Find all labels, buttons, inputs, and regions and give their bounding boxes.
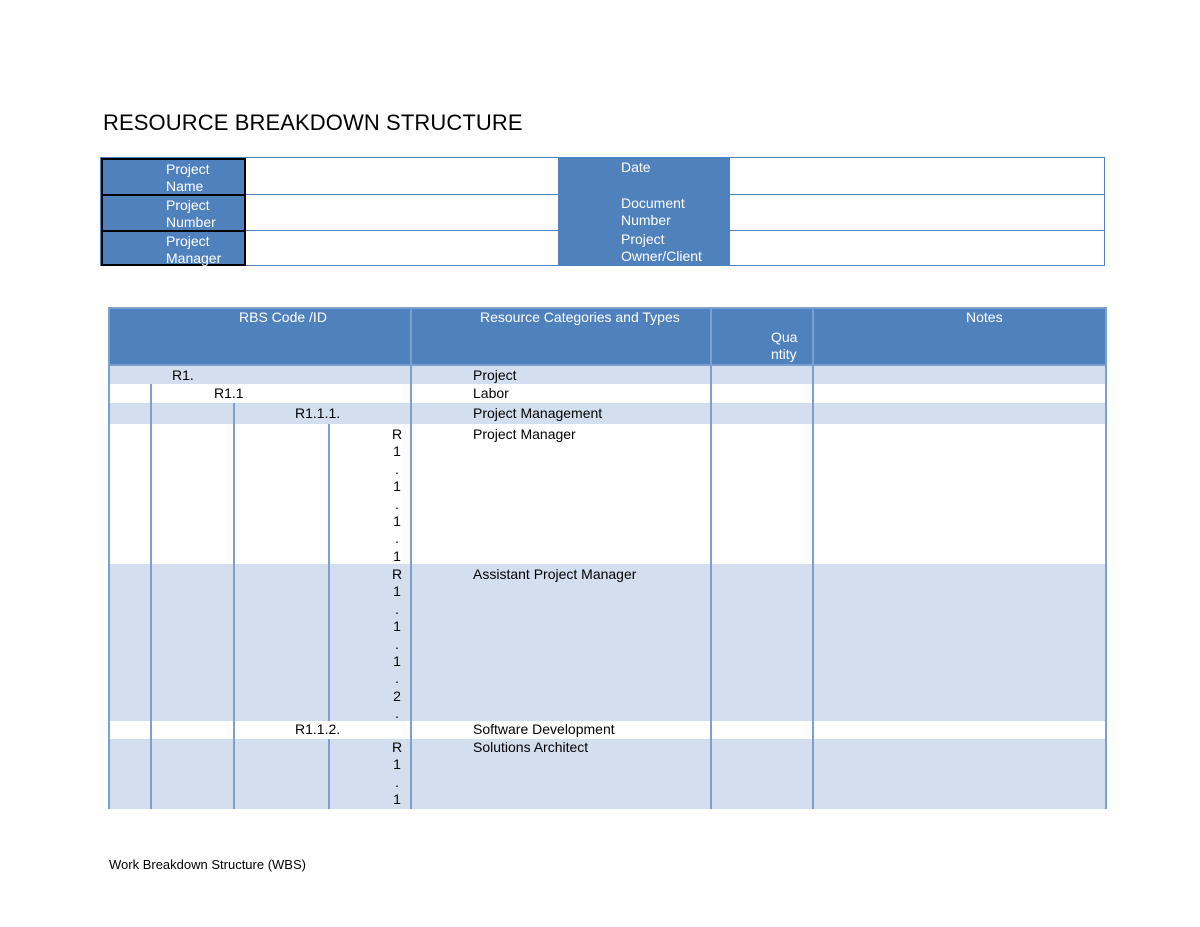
indent-line <box>233 403 235 809</box>
resource-name: Software Development <box>473 721 615 737</box>
resource-name: Labor <box>473 385 509 401</box>
page-title: RESOURCE BREAKDOWN STRUCTURE <box>103 110 523 135</box>
rbs-code: R 1 . 1 . 1 . 2 . <box>391 566 403 722</box>
column-divider <box>108 307 110 809</box>
table-row <box>108 403 1107 424</box>
rbs-code: R1.1.2. <box>295 721 341 737</box>
rbs-code: R1.1.1. <box>295 405 341 421</box>
resource-name: Assistant Project Manager <box>473 566 637 582</box>
table-row <box>108 739 1107 809</box>
resource-name: Solutions Architect <box>473 739 589 755</box>
column-divider <box>1105 307 1107 809</box>
header-rbs-code: RBS Code /ID <box>239 309 327 325</box>
date-label: Date <box>558 158 730 194</box>
project-manager-label: Project Manager <box>101 230 246 266</box>
rbs-code: R1.1 <box>214 385 244 401</box>
header-resource-categories: Resource Categories and Types <box>480 309 680 325</box>
resource-name: Project Manager <box>473 426 576 442</box>
project-owner-field[interactable] <box>730 230 1104 265</box>
date-field[interactable] <box>730 158 1104 194</box>
column-divider <box>410 307 412 809</box>
info-divider <box>246 230 1104 231</box>
indent-line <box>328 424 330 721</box>
resource-name: Project Management <box>473 405 603 421</box>
resource-name: Project <box>473 367 517 383</box>
table-row <box>108 564 1107 721</box>
rbs-code: R1. <box>172 367 194 383</box>
document-number-field[interactable] <box>730 194 1104 230</box>
document-number-label: Document Number <box>558 194 730 230</box>
indent-line <box>328 739 330 809</box>
project-number-label: Project Number <box>101 194 246 230</box>
column-divider <box>710 307 712 809</box>
table-row <box>108 366 1107 384</box>
footer-text: Work Breakdown Structure (WBS) <box>109 857 306 872</box>
info-divider <box>246 194 1104 195</box>
rbs-table <box>108 307 1107 809</box>
rbs-code: R 1 . 1 <box>391 739 403 808</box>
project-info-table <box>100 157 1105 266</box>
project-owner-label: Project Owner/Client <box>558 230 730 265</box>
header-notes: Notes <box>966 309 1003 325</box>
header-quantity: Qua ntity <box>771 329 798 362</box>
column-divider <box>812 307 814 809</box>
project-name-label: Project Name <box>101 158 246 194</box>
rbs-code: R 1 . 1 . 1 . 1 <box>391 426 403 564</box>
indent-line <box>150 384 152 809</box>
